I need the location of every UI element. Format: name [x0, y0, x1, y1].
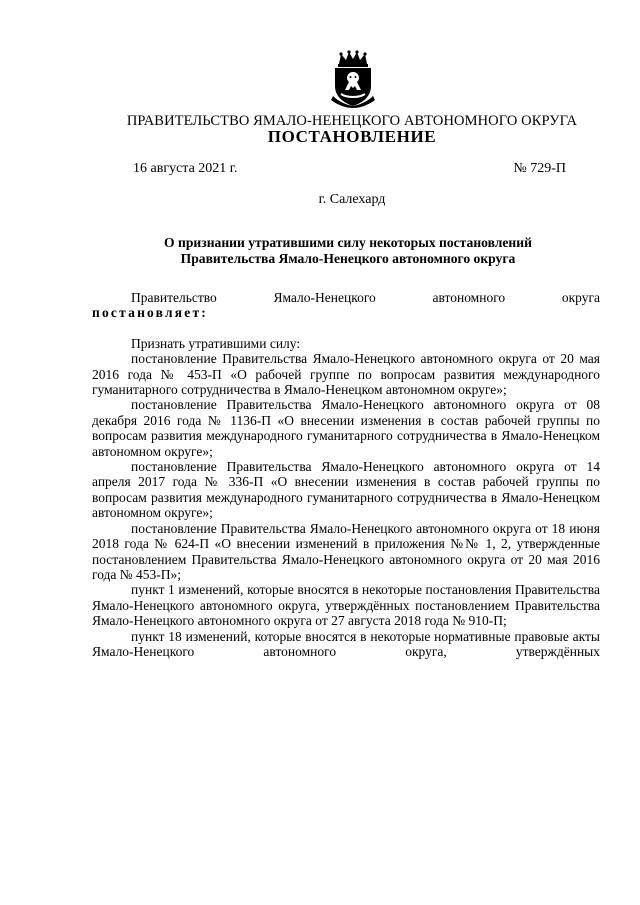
- coat-of-arms-icon: [329, 50, 377, 108]
- list-item: пункт 1 изменений, которые вносятся в некоторые постановления Правительства Ямало-Ненецкого автономного округа, утверждённых постановлением Правительства Ямало-Ненецкого автономного округа от 27 августа 2018 года № 910-П;: [92, 582, 600, 629]
- decides-word: постановляет:: [92, 305, 208, 321]
- opening-paragraph: Правительство Ямало-Ненецкого автономного округа: [131, 290, 600, 305]
- list-item: постановление Правительства Ямало-Ненецкого автономного округа от 18 июня 2018 года № 624-П «О внесении изменений в приложения №№ 1, 2, утвержденные постановлением Правительства Ямало-Ненецкого автономного округа от 20 мая 2016 года № 453-П»;: [92, 520, 600, 582]
- title-line-1: О признании утратившими силу некоторых постановлений: [164, 235, 532, 250]
- list-item: постановление Правительства Ямало-Ненецкого автономного округа от 20 мая 2016 года № 453-П «О рабочей группе по вопросам развития международного гуманитарного сотрудничества в Ямало-Ненецком автономном округе»;: [92, 351, 600, 398]
- document-body: [92, 290, 600, 659]
- document-title: [93, 235, 603, 267]
- document-date: 16 августа 2021 г.: [133, 161, 238, 176]
- list-item: постановление Правительства Ямало-Ненецкого автономного округа от 14 апреля 2017 года № 336-П «О внесении изменения в состав рабочей группы по вопросам развития международного гуманитарного сотрудничества в Ямало-Ненецком автономном округе»;: [92, 459, 600, 521]
- document-number: № 729-П: [513, 161, 566, 176]
- intro-paragraph: Признать утратившими силу:: [131, 335, 301, 351]
- title-line-2: Правительства Ямало-Ненецкого автономного округа: [180, 251, 516, 266]
- list-item: постановление Правительства Ямало-Ненецкого автономного округа от 08 декабря 2016 года № 1136-П «О внесении изменения в состав рабочей группы по вопросам развития международного гуманитарного сотрудничества в Ямало-Ненецком автономном округе»;: [92, 397, 600, 459]
- document-city: г. Салехард: [318, 192, 386, 207]
- organization-name: ПРАВИТЕЛЬСТВО ЯМАЛО-НЕНЕЦКОГО АВТОНОМНОГО ОКРУГА: [126, 113, 578, 129]
- document-type: ПОСТАНОВЛЕНИЕ: [267, 127, 437, 146]
- list-item: пункт 18 изменений, которые вносятся в некоторые нормативные правовые акты Ямало-Ненецкого автономного округа, утверждённых: [92, 628, 600, 659]
